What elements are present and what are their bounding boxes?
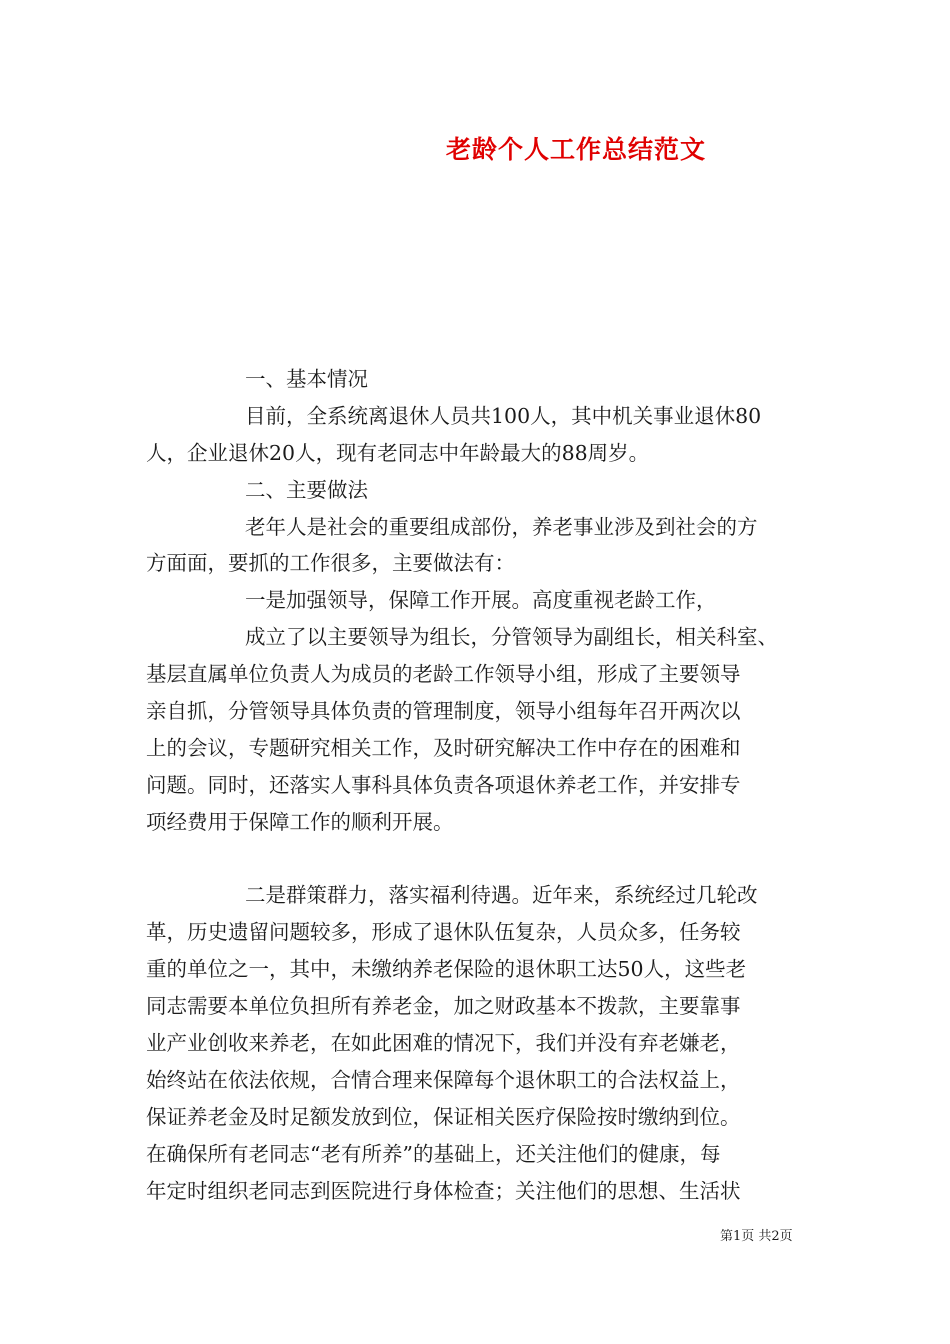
text-line: 人，企业退休20人，现有老同志中年龄最大的88周岁。 bbox=[146, 440, 650, 465]
document-body bbox=[146, 361, 814, 1209]
text-line: 重的单位之一，其中，未缴纳养老保险的退休职工达50人，这些老 bbox=[146, 957, 747, 982]
text-line: 基层直属单位负责人为成员的老龄工作领导小组，形成了主要领导 bbox=[146, 662, 741, 687]
text-line: 问题。同时，还落实人事科具体负责各项退休养老工作，并安排专 bbox=[146, 772, 741, 797]
text-line: 一是加强领导，保障工作开展。高度重视老龄工作， bbox=[245, 588, 717, 613]
text-line: 年定时组织老同志到医院进行身体检查；关注他们的思想、生活状 bbox=[146, 1178, 741, 1203]
text-line: 目前，全系统离退休人员共100人，其中机关事业退休80 bbox=[245, 403, 762, 428]
text-line: 业产业创收来养老，在如此困难的情况下，我们并没有弃老嫌老， bbox=[146, 1031, 741, 1056]
text-line: 革，历史遗留问题较多，形成了退休队伍复杂，人员众多，任务较 bbox=[146, 920, 741, 945]
text-line: 同志需要本单位负担所有养老金，加之财政基本不拨款，主要靠事 bbox=[146, 994, 741, 1019]
page-footer: 第1页 共2页 bbox=[720, 1229, 793, 1244]
document-title: 老龄个人工作总结范文 bbox=[446, 135, 707, 164]
text-line: 二是群策群力，落实福利待遇。近年来，系统经过几轮改 bbox=[245, 883, 758, 908]
text-line: 方面面，要抓的工作很多，主要做法有： bbox=[146, 551, 515, 576]
text-line: 在确保所有老同志“老有所养”的基础上，还关注他们的健康，每 bbox=[146, 1141, 721, 1166]
text-line: 保证养老金及时足额发放到位，保证相关医疗保险按时缴纳到位。 bbox=[146, 1104, 741, 1129]
text-line: 老年人是社会的重要组成部份，养老事业涉及到社会的方 bbox=[245, 514, 758, 539]
text-line: 项经费用于保障工作的顺利开展。 bbox=[146, 809, 454, 834]
text-line: 亲自抓，分管领导具体负责的管理制度，领导小组每年召开两次以 bbox=[146, 699, 741, 724]
blank-line bbox=[146, 841, 814, 878]
text-line: 始终站在依法依规，合情合理来保障每个退休职工的合法权益上， bbox=[146, 1067, 741, 1092]
text-line: 一、基本情况 bbox=[245, 367, 368, 391]
text-line: 上的会议，专题研究相关工作，及时研究解决工作中存在的困难和 bbox=[146, 735, 741, 760]
text-line: 二、主要做法 bbox=[245, 477, 368, 502]
text-line: 成立了以主要领导为组长，分管领导为副组长，相关科室、 bbox=[245, 625, 778, 650]
